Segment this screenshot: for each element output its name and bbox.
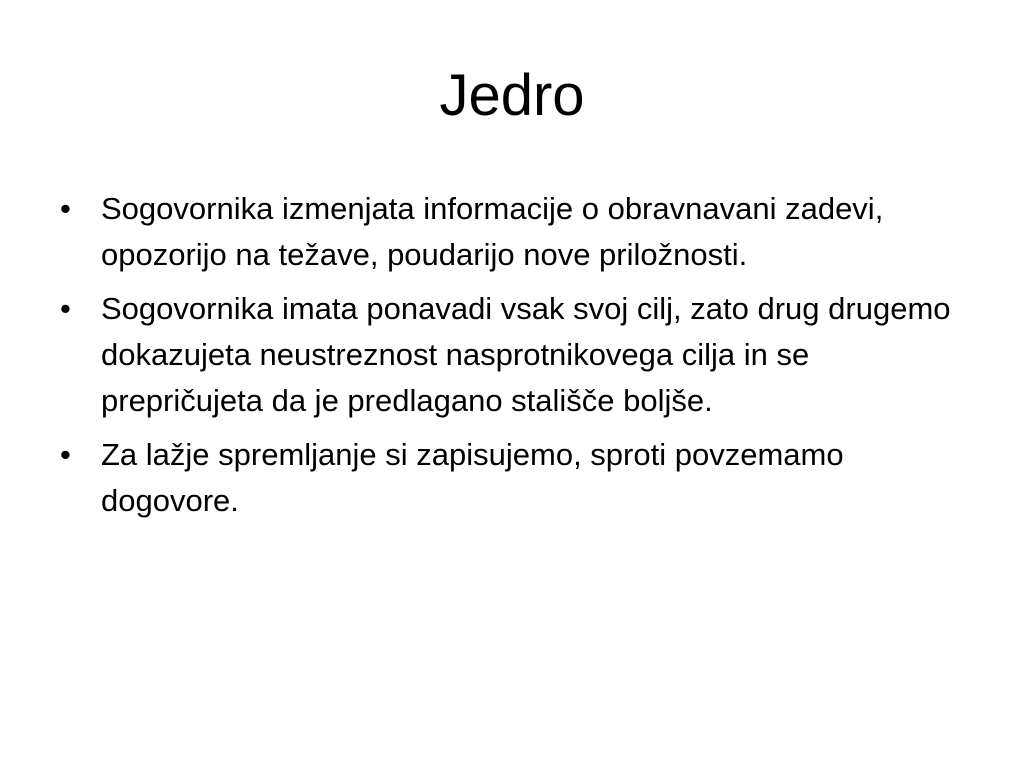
bullet-item (60, 286, 960, 424)
bullet-item (60, 186, 960, 278)
bullet-text: Sogovornika izmenjata informacije o obravnavani zadevi, opozorijo na težave, poudarijo nove priložnosti. (101, 191, 884, 272)
bullet-list (60, 186, 960, 532)
bullet-icon: • (60, 291, 71, 326)
bullet-text: Sogovornika imata ponavadi vsak svoj cilj, zato drug drugemo dokazujeta neustreznost nasprotnikovega cilja in se prepričujeta da je predlagano stališče boljše. (101, 291, 951, 418)
bullet-icon: • (60, 191, 71, 226)
slide-title: Jedro (439, 63, 585, 128)
bullet-text: Za lažje spremljanje si zapisujemo, sproti povzemamo dogovore. (101, 437, 844, 518)
bullet-icon: • (60, 437, 71, 472)
bullet-item (60, 432, 960, 524)
